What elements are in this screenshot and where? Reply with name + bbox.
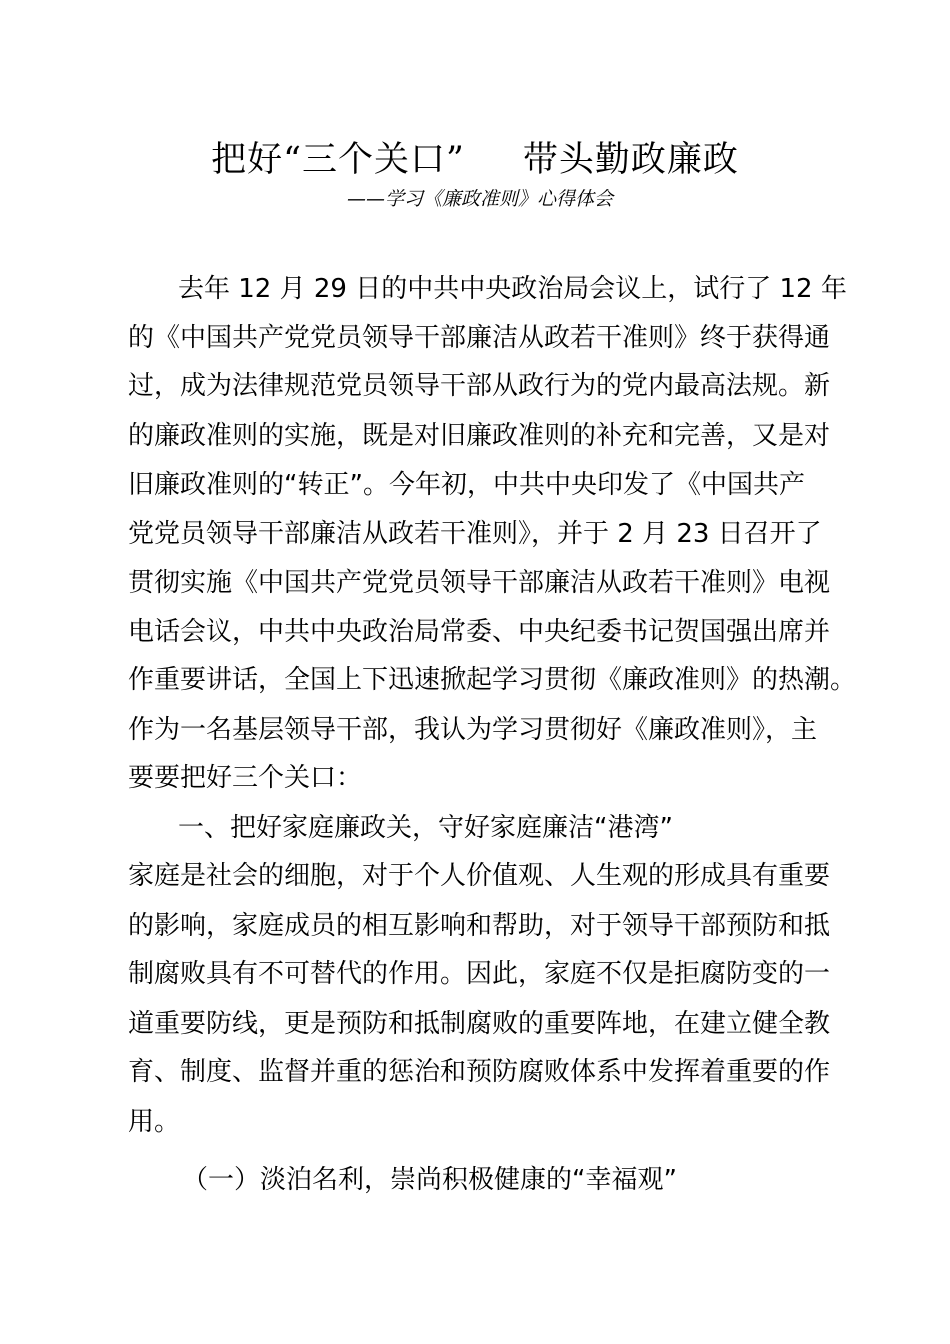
paragraph-1-line-8: 电话会议，中共中央政治局常委、中央纪委书记贺国强出席并 [128,617,831,647]
paragraph-1-line-10: 作为一名基层领导干部，我认为学习贯彻好《廉政准则》，主 [128,715,818,745]
paragraph-2-line-1: 家庭是社会的细胞，对于个人价值观、人生观的形成具有重要 [128,861,831,891]
paragraph-1-line-11: 要要把好三个关口： [128,763,363,793]
title-part-1: 把好“三个关口” [211,140,465,180]
section-heading-1: 一、把好家庭廉政关，守好家庭廉洁“港湾” [178,813,673,843]
title-part-2: 带头勤政廉政 [522,140,739,180]
paragraph-2-line-5: 育、制度、监督并重的惩治和预防腐败体系中发挥着重要的作 [128,1057,831,1087]
document-title [0,136,950,184]
paragraph-1-line-4: 的廉政准则的实施，既是对旧廉政准则的补充和完善，又是对 [128,421,831,451]
paragraph-1-line-3: 过，成为法律规范党员领导干部从政行为的党内最高法规。新 [128,371,831,401]
paragraph-1-line-2: 的《中国共产党党员领导干部廉洁从政若干准则》终于获得通 [128,323,831,353]
paragraph-1-line-6: 党党员领导干部廉洁从政若干准则》，并于 2 月 23 日召开了 [128,519,822,549]
paragraph-1-line-7: 贯彻实施《中国共产党党员领导干部廉洁从政若干准则》电视 [128,568,831,598]
paragraph-1-line-9: 作重要讲话，全国上下迅速掀起学习贯彻《廉政准则》的热潮。 [128,665,857,695]
paragraph-2-line-4: 道重要防线，更是预防和抵制腐败的重要阵地，在建立健全教 [128,1009,831,1039]
paragraph-2-line-6: 用。 [128,1107,181,1137]
paragraph-1-line-5: 旧廉政准则的“转正”。今年初，中共中央印发了《中国共产 [128,470,805,500]
subsection-heading-1: （一）淡泊名利，崇尚积极健康的“幸福观” [182,1165,677,1195]
paragraph-2-line-2: 的影响，家庭成员的相互影响和帮助，对于领导干部预防和抵 [128,911,831,941]
paragraph-2-line-3: 制腐败具有不可替代的作用。因此，家庭不仅是拒腐防变的一 [128,959,831,989]
document-subtitle: ——学习《廉政准则》心得体会 [346,188,613,210]
paragraph-1-line-1: 去年 12 月 29 日的中共中央政治局会议上，试行了 12 年 [178,274,847,304]
